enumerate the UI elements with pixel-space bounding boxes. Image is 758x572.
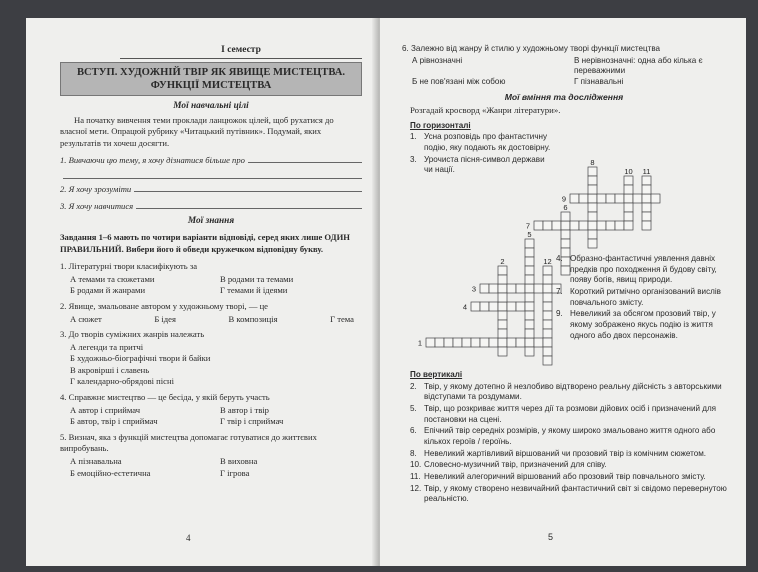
- option[interactable]: Б родами й жанрами: [70, 285, 146, 296]
- crossword-task: Розгадай кросворд «Жанри літератури».: [410, 105, 561, 116]
- option[interactable]: В автор і твір: [220, 404, 269, 415]
- clue-down: 8. Невеликий жартівливий віршований чи прозовий твір із комічним сюжетом.: [410, 448, 707, 458]
- option[interactable]: А сюжет: [70, 313, 102, 324]
- crossword-cell[interactable]: [453, 338, 462, 347]
- crossword-number: 11: [642, 167, 651, 176]
- option[interactable]: А рівнозначні: [412, 55, 463, 65]
- crossword-cell[interactable]: [543, 221, 552, 230]
- crossword-cell[interactable]: [507, 302, 516, 311]
- crossword-number: 6: [563, 203, 568, 212]
- crossword-cell[interactable]: [642, 221, 651, 230]
- question-1: 1. Літературні твори класифікують за: [60, 261, 198, 272]
- crossword-cell[interactable]: [624, 194, 633, 203]
- crossword-cell[interactable]: [498, 320, 507, 329]
- clue-down: 12. Твір, у якому створено незвичайний фантастичний світ зі свідомо перевернутою реальністю.: [410, 483, 727, 504]
- crossword-cell[interactable]: [570, 194, 579, 203]
- crossword-cell[interactable]: [525, 329, 534, 338]
- clue-across: 7. Короткий ритмічно організований вислів повчального змісту.: [556, 287, 721, 307]
- option[interactable]: А легенди та притчі: [70, 341, 144, 352]
- crossword-cell[interactable]: [507, 284, 516, 293]
- crossword-cell[interactable]: [516, 284, 525, 293]
- crossword-cell[interactable]: [525, 347, 534, 356]
- crossword-cell[interactable]: [534, 221, 543, 230]
- crossword-number: 2: [500, 257, 505, 266]
- left-page: [26, 18, 378, 566]
- intro-paragraph: На початку вивчення теми проклади ланцюжок цілей, щоб рухатися до власної мети. Опрацюй рубрику «Читацький путівник». Подумай, яких результатів ти хочеш досягти.: [60, 114, 334, 149]
- crossword-cell[interactable]: [615, 221, 624, 230]
- crossword-cell[interactable]: [624, 176, 633, 185]
- clue-across: 1. Усна розповідь про фантастичну подію, яку подають як достовірну.: [410, 132, 551, 152]
- crossword-cell[interactable]: [588, 203, 597, 212]
- down-clues: [402, 366, 730, 506]
- crossword-cell[interactable]: [525, 275, 534, 284]
- crossword-cell[interactable]: [570, 221, 579, 230]
- option[interactable]: Г темами й ідеями: [220, 285, 288, 296]
- crossword-cell[interactable]: [426, 338, 435, 347]
- question-5-options: [70, 456, 362, 479]
- crossword-cell[interactable]: [615, 194, 624, 203]
- crossword-cell[interactable]: [624, 203, 633, 212]
- crossword-number: 12: [543, 257, 552, 266]
- clue-down: 6. Епічний твір середніх розмірів, у якому широко змальовано життя одного або кількох героїв / героїнь.: [410, 426, 716, 447]
- goal-line-1[interactable]: 1. Вивчаючи цю тему, я хочу дізнатися більше про: [60, 153, 362, 167]
- crossword-cell[interactable]: [624, 185, 633, 194]
- question-2: 2. Явище, змальоване автором у художньому творі, — це: [60, 300, 268, 311]
- task-instructions: Завдання 1–6 мають по чотири варіанти відповіді, серед яких лише ОДИН ПРАВИЛЬНИЙ. Вибери його й обведи кружечком відповідну букву.: [60, 231, 350, 254]
- crossword-cell[interactable]: [525, 320, 534, 329]
- crossword-cell[interactable]: [588, 212, 597, 221]
- crossword-cell[interactable]: [588, 194, 597, 203]
- crossword-cell[interactable]: [525, 239, 534, 248]
- crossword-number: 3: [471, 284, 476, 294]
- crossword-cell[interactable]: [543, 356, 552, 365]
- crossword-cell[interactable]: [543, 347, 552, 356]
- question-4-options: [70, 405, 362, 428]
- page-number-right: 5: [548, 532, 554, 543]
- crossword-cell[interactable]: [471, 338, 480, 347]
- clue-across: 4. Образно-фантастичні уявлення давніх предків про походження й будову світу, появу богів, явищ природи.: [556, 254, 717, 285]
- crossword-cell[interactable]: [534, 284, 543, 293]
- crossword-number: 5: [527, 230, 532, 239]
- crossword-cell[interactable]: [579, 221, 588, 230]
- crossword-cell[interactable]: [489, 302, 498, 311]
- clue-down: 5. Твір, що розкриває життя через дії та розмови дійових осіб і призначений для постановки на сцені.: [410, 404, 717, 424]
- crossword-cell[interactable]: [633, 194, 642, 203]
- crossword-number: 8: [590, 158, 595, 167]
- option[interactable]: А пізнавальна: [70, 456, 122, 467]
- crossword-cell[interactable]: [498, 293, 507, 302]
- option[interactable]: Б емоційно-естетична: [70, 467, 151, 478]
- clue-across: 9. Невеликий за обсягом прозовий твір, у якому зображено якусь подію із життя одного або двох персонажів.: [556, 309, 716, 340]
- crossword-cell[interactable]: [597, 194, 606, 203]
- crossword-cell[interactable]: [525, 284, 534, 293]
- crossword-number: 1: [417, 338, 422, 348]
- crossword-number: 9: [561, 194, 566, 204]
- option[interactable]: В родами та темами: [220, 273, 294, 284]
- question-1-options: [70, 274, 362, 297]
- crossword-cell[interactable]: [498, 311, 507, 320]
- crossword-cell[interactable]: [498, 266, 507, 275]
- option[interactable]: В виховна: [220, 456, 258, 467]
- crossword-cell[interactable]: [498, 347, 507, 356]
- crossword-cell[interactable]: [642, 212, 651, 221]
- crossword-cell[interactable]: [525, 248, 534, 257]
- option[interactable]: Б художньо-біографічні твори й байки: [70, 353, 211, 364]
- crossword-cell[interactable]: [516, 302, 525, 311]
- across-heading: По горизонталі: [410, 120, 471, 130]
- crossword-cell[interactable]: [642, 176, 651, 185]
- option[interactable]: В нерівнозначні: одна або кілька є переважними: [574, 55, 703, 76]
- crossword-cell[interactable]: [507, 338, 516, 347]
- question-3: 3. До творів суміжних жанрів належать: [60, 329, 205, 340]
- skills-heading: Мої вміння та дослідження: [504, 91, 624, 102]
- question-4: 4. Справжнє мистецтво — це бесіда, у якій беруть участь: [60, 392, 270, 403]
- across-clues-continued: [548, 254, 726, 342]
- crossword-number: 10: [624, 167, 633, 176]
- option[interactable]: Б ідея: [154, 313, 176, 324]
- option[interactable]: Г календарно-обрядові пісні: [70, 376, 174, 387]
- crossword-number: 4: [462, 302, 467, 312]
- crossword-cell[interactable]: [588, 176, 597, 185]
- option[interactable]: Г ігрова: [220, 467, 250, 478]
- down-heading: По вертикалі: [410, 370, 463, 379]
- option[interactable]: В композиція: [228, 313, 278, 324]
- crossword-cell[interactable]: [489, 284, 498, 293]
- question-6-options: [412, 56, 726, 88]
- crossword-cell[interactable]: [498, 329, 507, 338]
- crossword-cell[interactable]: [534, 338, 543, 347]
- crossword-cell[interactable]: [525, 257, 534, 266]
- crossword-cell[interactable]: [597, 221, 606, 230]
- crossword-cell[interactable]: [480, 338, 489, 347]
- goal-line-1b[interactable]: [60, 169, 362, 179]
- crossword-cell[interactable]: [480, 302, 489, 311]
- crossword-cell[interactable]: [561, 212, 570, 221]
- crossword-cell[interactable]: [624, 212, 633, 221]
- clue-across: 3. Урочиста пісня-символ держави чи нації.: [410, 154, 545, 175]
- crossword-cell[interactable]: [561, 221, 570, 230]
- crossword-cell[interactable]: [642, 185, 651, 194]
- crossword-cell[interactable]: [588, 167, 597, 176]
- crossword-cell[interactable]: [435, 338, 444, 347]
- goal-line-3[interactable]: 3. Я хочу навчитися: [60, 199, 362, 213]
- option[interactable]: А автор і сприймач: [70, 404, 141, 415]
- question-2-options: [70, 314, 354, 326]
- crossword-cell[interactable]: [651, 194, 660, 203]
- crossword-cell[interactable]: [444, 338, 453, 347]
- crossword-cell[interactable]: [552, 221, 561, 230]
- option[interactable]: Г пізнавальні: [574, 77, 624, 87]
- option[interactable]: А темами та сюжетами: [70, 273, 155, 284]
- crossword-cell[interactable]: [498, 275, 507, 284]
- clue-down: 2. Твір, у якому дотепно й незлобиво відтворено реальну дійсність з авторськими відступами та роздумами.: [410, 381, 722, 402]
- option[interactable]: Б автор, твір і сприймач: [70, 416, 158, 427]
- crossword-cell[interactable]: [579, 194, 588, 203]
- crossword-cell[interactable]: [525, 302, 534, 311]
- goals-heading: Мої навчальні цілі: [173, 101, 249, 112]
- crossword-cell[interactable]: [516, 338, 525, 347]
- crossword-cell[interactable]: [606, 221, 615, 230]
- question-6: 6. Залежно від жанру й стилю у художньому творі функції мистецтва: [402, 44, 661, 53]
- crossword-cell[interactable]: [588, 185, 597, 194]
- option[interactable]: Г тема: [330, 313, 354, 324]
- crossword-cell[interactable]: [525, 266, 534, 275]
- crossword-cell[interactable]: [588, 221, 597, 230]
- crossword-cell[interactable]: [642, 194, 651, 203]
- right-page: [380, 18, 746, 566]
- crossword-cell[interactable]: [642, 203, 651, 212]
- page-number-left: 4: [186, 532, 191, 543]
- clue-down: 11. Невеликий алегоричний віршований або прозовий твір повчального змісту.: [410, 472, 706, 482]
- crossword-cell[interactable]: [471, 302, 480, 311]
- crossword-cell[interactable]: [624, 221, 633, 230]
- crossword-cell[interactable]: [480, 284, 489, 293]
- knowledge-heading: Мої знання: [187, 216, 235, 227]
- crossword-number: 7: [525, 221, 530, 231]
- crossword-cell[interactable]: [606, 194, 615, 203]
- crossword-cell[interactable]: [588, 230, 597, 239]
- option[interactable]: Г твір і сприймач: [220, 416, 284, 427]
- goal-line-2[interactable]: 2. Я хочу зрозуміти: [60, 182, 362, 196]
- crossword-cell[interactable]: [561, 230, 570, 239]
- crossword-cell[interactable]: [525, 311, 534, 320]
- crossword-cell[interactable]: [561, 239, 570, 248]
- crossword-cell[interactable]: [498, 338, 507, 347]
- crossword-cell[interactable]: [588, 239, 597, 248]
- crossword-cell[interactable]: [489, 338, 498, 347]
- crossword-cell[interactable]: [462, 338, 471, 347]
- question-5: 5. Визнач, яка з функцій мистецтва допомагає готуватися до життєвих випробувань.: [60, 431, 317, 454]
- crossword-cell[interactable]: [525, 293, 534, 302]
- lesson-title: ВСТУП. ХУДОЖНІЙ ТВІР ЯК ЯВИЩЕ МИСТЕЦТВА. ФУНКЦІЇ МИСТЕЦТВА: [60, 62, 362, 96]
- option[interactable]: В акровірші і славень: [70, 364, 150, 375]
- semester-label: І семестр: [120, 44, 362, 59]
- crossword-cell[interactable]: [498, 302, 507, 311]
- clue-down: 10. Словесно-музичний твір, призначений для співу.: [410, 460, 607, 470]
- crossword-cell[interactable]: [525, 338, 534, 347]
- crossword-cell[interactable]: [498, 284, 507, 293]
- option[interactable]: Б не пов'язані між собою: [412, 77, 506, 87]
